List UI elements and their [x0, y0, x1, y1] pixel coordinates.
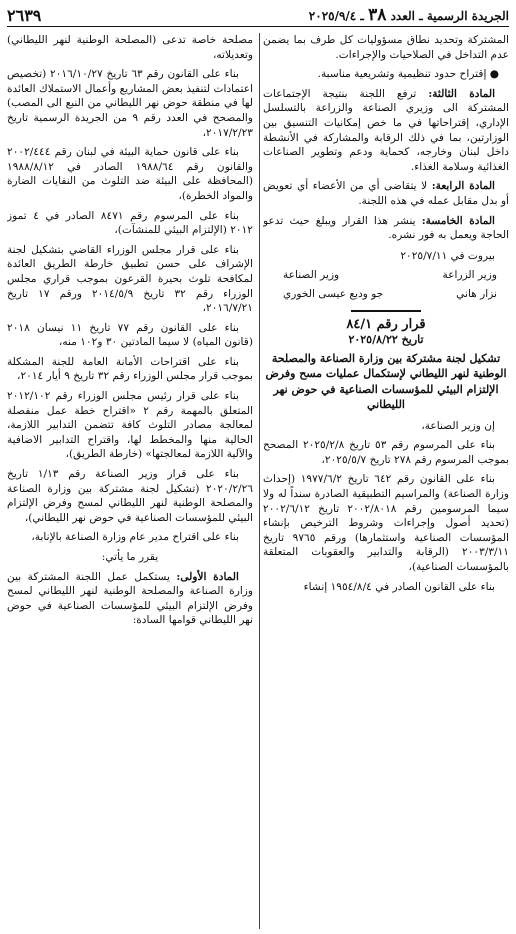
- signature-names: [263, 287, 509, 302]
- paragraph: بناء على قرار رئيس مجلس الوزراء رقم ٢٠١٢/١٠٢ المتعلق بالمهمة رقم ٢ «اقتراح خطة عمل منفصلة لمعالجة مصادر التلوث كافة تتضمن التدابير اللازمة، الحالية منها والمخطط لها، واقتراح التدابير الاضافية والآلية اللازمة لمعالجتها» (خارطة الطريق)،: [7, 390, 253, 461]
- paragraph: بناء على المرسوم رقم ٨٤٧١ الصادر في ٤ تموز ٢٠١٢ (الإلتزام البيئي للمنشآت)،: [7, 209, 253, 237]
- article-3: [263, 87, 509, 175]
- bullet-item: ● إقتراح حدود تنظيمية وتشريعية مناسبة.: [317, 68, 499, 81]
- article-text: يستكمل عمل اللجنة المشتركة بين وزارة الصناعة والمصلحة الوطنية لنهر الليطاني لمسح وفرض الإلتزام البيئي للمؤسسات الصناعية في حوض نهر الليطاني قوامها السادة:: [7, 570, 253, 627]
- minister-ind-title: وزير الصناعة: [283, 269, 340, 282]
- header-issue: ٣٨: [368, 5, 387, 25]
- signature-titles: [263, 268, 509, 283]
- header-title-block: [309, 5, 509, 25]
- paragraph: بناء على قانون حماية البيئة في لبنان رقم ٢٠٠٢/٤٤٤ والقانون رقم ١٩٨٨/٦٤ الصادر في ١٩٨٨/٨/١٢ (المحافظة على البيئة ضد التلوث من النفايات الضارة والمواد الخطرة)،: [7, 146, 253, 202]
- column-divider: [259, 33, 260, 929]
- article-text: ترفع اللجنة بنتيجة الإجتماعات المشتركة الى وزيري الصناعة والزراعة بالتسلسل الإداري، إقتراحاتها في ما خص إمكانيات التنسيق بين الوزارتين، بما في ذلك الرقابة والمشاركة في الأنشطة داخل لبنان وخارجه، كحماية ودعم وتطوير الصناعات الغذائية وسلامة الغذاء.: [263, 87, 509, 173]
- page-header: [7, 4, 509, 27]
- decree-title: قرار رقم ٨٤/١: [346, 316, 426, 332]
- article-1: [7, 570, 253, 628]
- article-4: [263, 179, 509, 208]
- page-number: ٢٦٣٩: [7, 5, 42, 25]
- left-column: [7, 33, 253, 929]
- decree-subject: تشكيل لجنة مشتركة بين وزارة الصناعة والمصلحة الوطنية لنهر الليطاني لإستكمال عمليات مسح وفرض الإلتزام البيئي للمؤسسات الصناعية في حوض نهر الليطاني: [265, 351, 507, 412]
- right-column: [263, 33, 509, 929]
- paragraph: مصلحة خاصة تدعى (المصلحة الوطنية لنهر الليطاني) وتعديلاته،: [7, 34, 253, 61]
- signature-place-date: بيروت في ٢٠٢٥/٧/١١: [400, 249, 495, 262]
- article-text: لا يتقاضى أي من الأعضاء أي تعويض أو بدل مقابل عمله في هذه اللجنة.: [263, 180, 509, 207]
- paragraph: بناء على القانون الصادر في ١٩٥٤/٨/٤ إنشاء: [303, 580, 495, 593]
- article-label: المادة الرابعة:: [431, 180, 495, 193]
- decides-heading: يقرر ما يأتي:: [101, 551, 159, 563]
- paragraph: المشتركة وتحديد نطاق مسؤوليات كل طرف بما يضمن عدم التداخل في الصلاحيات والإجراءات.: [263, 34, 509, 61]
- section-divider: [351, 310, 421, 312]
- decree-intro: إن وزير الصناعة،: [421, 419, 495, 432]
- article-5: [263, 214, 509, 243]
- minister-ind-name: جو وديع عيسى الخوري: [283, 287, 384, 300]
- paragraph: بناء على القانون رقم ٦٤٢ تاريخ ١٩٧٧/٦/٢ (إحداث وزارة الصناعة) والمراسيم التطبيقية الصادرة سنداً له ولا سيما المرسومين رقم ٢٠٠٢/٨٠١٨ تاريخ ٢٠٠٢/٦/١٢ (تحديد أصول وإجراءات وشروط الترخيص بإنشاء المؤسسات الصناعية واستثمارها) ورقم ٩٧٦٥ تاريخ ٢٠٠٣/٣/١١ (الرقابة والتدابير والعقوبات المتعلقة بالمؤسسات الصناعية)،: [263, 473, 509, 574]
- paragraph: بناء على اقتراحات الأمانة العامة للجنة المشكلة بموجب قرار مجلس الوزراء رقم ٣٢ تاريخ ٩ أيار ٢٠١٤،: [7, 355, 253, 383]
- minister-agri-title: وزير الزراعة: [442, 269, 497, 282]
- decree-date: تاريخ ٢٠٢٥/٨/٢٢: [348, 333, 424, 347]
- article-label: المادة الثالثة:: [428, 87, 496, 100]
- paragraph: بناء على القانون رقم ٦٣ تاريخ ٢٠١٦/١٠/٢٧ (تخصيص اعتمادات لتنفيذ بعض المشاريع وأعمال الاستملاك العائدة لها في منطقة حوض نهر الليطاني من النبع الى المصب) والمصحح في العدد رقم ٩ من الجريدة الرسمية تاريخ ٢٠١٧/٢/٢٣،: [7, 68, 253, 139]
- paragraph: بناء على قرار مجلس الوزراء القاضي بتشكيل لجنة الإشراف على حسن تطبيق خارطة الطريق العائدة لمكافحة تلوث بحيرة القرعون بموجب قراري مجلس الوزراء رقم ٣٢ تاريخ ٢٠١٤/٥/٩ ورقم ١٧ تاريخ ٢٠١٦/٧/٢١،: [7, 243, 253, 315]
- paragraph: بناء على القانون رقم ٧٧ تاريخ ١١ نيسان ٢٠١٨ (قانون المياه) لا سيما المادتين ٣٠ و١٠٢ منه،: [7, 321, 253, 349]
- paragraph: بناء على اقتراح مدير عام وزارة الصناعة بالإنابة،: [31, 531, 239, 544]
- paragraph: بناء على المرسوم رقم ٥٣ تاريخ ٢٠٢٥/٢/٨ المصحح بموجب المرسوم رقم ٢٧٨ تاريخ ٢٠٢٥/٥/٧،: [263, 439, 509, 466]
- header-title: الجريدة الرسمية ـ العدد: [390, 9, 509, 23]
- article-text: ينشر هذا القرار ويبلغ حيث تدعو الحاجة ويعمل به فور نشره.: [263, 214, 509, 242]
- article-label: المادة الأولى:: [176, 570, 239, 583]
- columns: [7, 33, 509, 929]
- header-date: ـ ٢٠٢٥/٩/٤: [308, 9, 364, 23]
- paragraph: بناء على قرار وزير الصناعة رقم ١/١٣ تاريخ ٢٠٢٠/٢/٢٦ (تشكيل لجنة مشتركة بين وزارة الصناعة والمصلحة الوطنية لنهر الليطاني لمسح وفرض الإلتزام البيئي للمؤسسات الصناعية في حوض نهر الليطاني)،: [7, 468, 253, 524]
- article-label: المادة الخامسة:: [421, 214, 495, 227]
- minister-agri-name: نزار هاني: [456, 287, 497, 300]
